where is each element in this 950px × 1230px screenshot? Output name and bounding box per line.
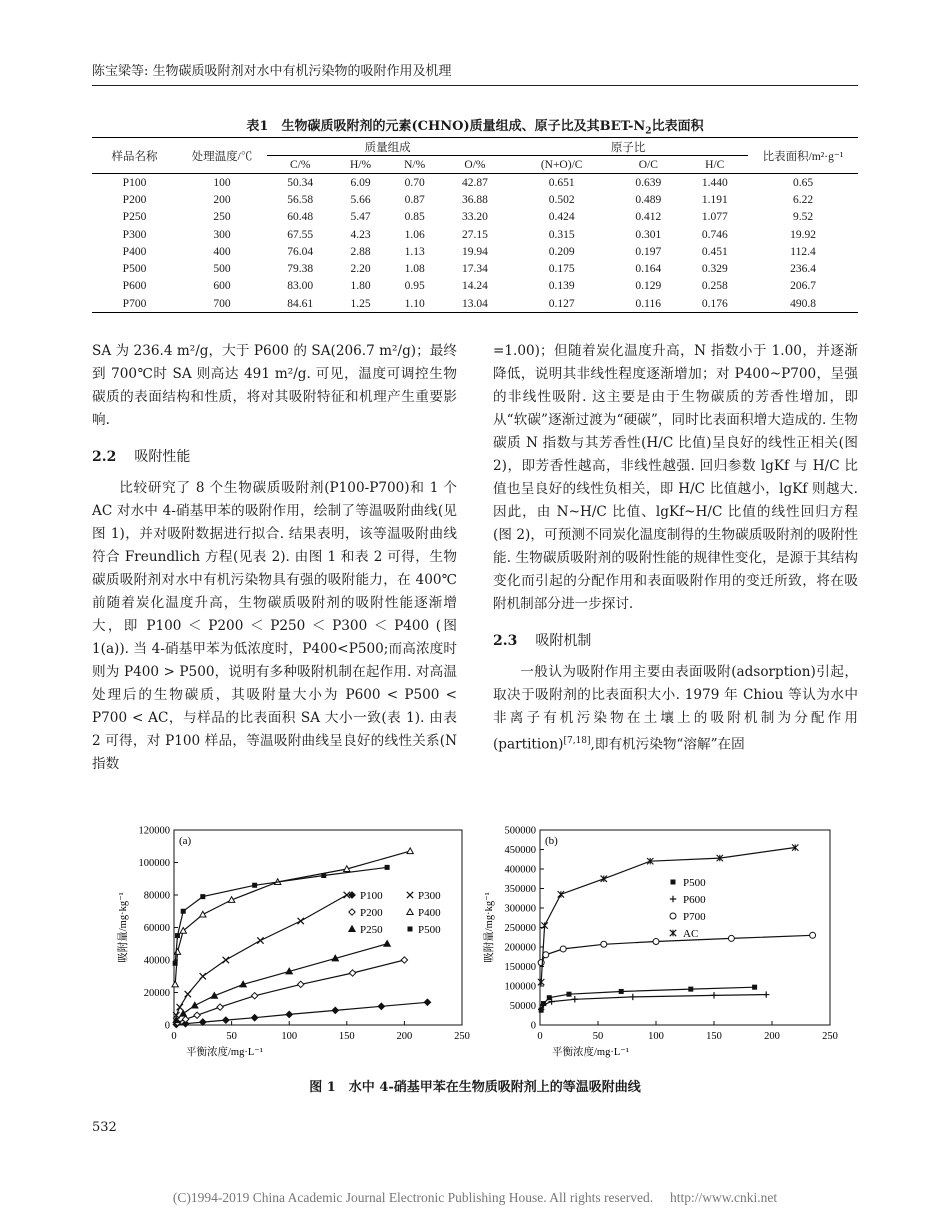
table-cell: 4.23 (350, 228, 371, 241)
table-cell: 0.209 (548, 245, 575, 258)
x-axis-label: 平衡浓度/mg·L⁻¹ (552, 1047, 629, 1058)
y-tick-label: 250000 (504, 923, 536, 934)
table-cell: 1.80 (350, 280, 371, 293)
left-para-2: 比较研究了 8 个生物碳质吸附剂(P100-P700)和 1 个 AC 对水中 4-硝基甲苯的吸附作用，绘制了等温吸附曲线(见图 1)，并对吸附数据进行拟合. 结果表明，该等温吸附曲线符合 Freundlich 方程(见表 2). 由图 1 和表 2 可得，生物碳质吸附剂对水中有机污染物具有强的吸附能力，在 400℃前随着炭化温度升高，生物碳质吸附剂的吸附性能逐渐增大，即 P100 ＜ P200 ＜ P250 ＜ P300 ＜ P400 (图 1(a)). 当 4-硝基甲苯为低浓度时，P400<P500;而高浓度时则为 P400 > P500，说明有多种吸附机制在起作用. 对高温处理后的生物碳质，其吸附量大小为 P600 < P500 < P700 < AC，与样品的比表面积 SA 大小一致(表 1). 由表 2 可得，对 P100 样品，等温吸附曲线呈良好的线性关系(N 指数 (92, 480, 457, 772)
composition-table (92, 137, 858, 313)
x-tick-label: 50 (592, 1031, 604, 1042)
table-cell: P200 (122, 193, 147, 206)
legend-marker-p500 (408, 927, 413, 932)
table-cell: P300 (122, 228, 147, 241)
data-point-p600 (572, 996, 578, 1002)
col-sa: 比表面积/m²·g⁻¹ (762, 150, 844, 163)
right-para-1: =1.00)；但随着炭化温度升高，N 指数小于 1.00，并逐渐降低，说明其非线性程度逐渐增加；对 P400~P700，呈强的非线性吸附. 这主要是由于生物碳质的芳香性增加，即从“软碳”逐渐过渡为“硬碳”，同时比表面积增大造成的. 生物碳质 N 指数与其芳香性(H/C 比值)呈良好的线性正相关(图 2)，即芳香性越高，非线性越强. 回归参数 lgKf 与 H/C 比值也呈良好的线性负相关，即 H/C 比值越小，lgKf 则越大. 因此，由 N~H/C 比值、lgKf~H/C 比值的线性回归方程(图 2)，可预测不同炭化温度制得的生物碳质吸附剂的吸附性能. 生物碳质吸附剂的吸附性能的规律性变化，是源于其结构变化而引起的分配作用和表面吸附作用的变迁所致，将在吸附机制部分进一步探讨. (493, 343, 858, 612)
mass-group-header: 质量组成 (267, 138, 508, 156)
table-cell: 76.04 (287, 245, 314, 258)
data-point-p500 (619, 989, 624, 994)
data-point-p100 (223, 1017, 229, 1023)
data-point-p300 (257, 937, 263, 943)
table-cell: 9.52 (792, 211, 814, 224)
data-point-ac (538, 979, 544, 985)
data-point-p200 (194, 1012, 200, 1018)
table-cell: 1.08 (404, 263, 425, 276)
y-axis-label: 吸附量/mg·kg⁻¹ (484, 892, 495, 963)
x-tick-label: 250 (454, 1031, 470, 1042)
y-tick-label: 60000 (143, 923, 170, 934)
table-cell: 250 (213, 211, 231, 224)
data-point-p400 (174, 949, 180, 955)
x-tick-label: 200 (396, 1031, 413, 1042)
data-point-p700 (653, 939, 659, 945)
table-cell: 0.489 (635, 193, 662, 206)
left-column (92, 340, 457, 776)
table-cell: 236.4 (790, 263, 816, 276)
table-cell: 0.258 (701, 280, 728, 293)
col-c: C/% (289, 158, 311, 171)
y-tick-label: 80000 (143, 890, 170, 902)
figure-caption: 图 1 水中 4-硝基甲苯在生物质吸附剂上的等温吸附曲线 (309, 1080, 641, 1095)
table-cell: 0.164 (635, 263, 662, 276)
data-point-p700 (601, 941, 607, 947)
data-point-p300 (177, 1004, 183, 1010)
data-point-p500 (688, 987, 693, 992)
table-cell: 36.88 (462, 193, 488, 206)
data-point-p100 (251, 1014, 257, 1020)
table-cell: 0.70 (388, 174, 442, 192)
legend-marker-p250 (349, 926, 355, 932)
data-point-p100 (332, 1007, 338, 1013)
x-tick-label: 50 (226, 1031, 237, 1042)
chart-panel-b (482, 826, 838, 1059)
data-point-p500 (173, 961, 178, 966)
table-caption: 表1 生物碳质吸附剂的元素(CHNO)质量组成、原子比及其BET-$N_2$比表面积 (246, 119, 704, 137)
table-cell: 19.94 (462, 245, 488, 258)
section-heading-2-3: 2.3 吸附机制 (493, 633, 592, 649)
table-cell: 490.8 (748, 295, 858, 313)
y-tick-label: 100000 (504, 981, 536, 993)
data-point-p500 (385, 865, 390, 870)
data-point-p200 (349, 970, 355, 976)
table-cell: 0.746 (701, 228, 728, 241)
data-point-p100 (424, 999, 430, 1005)
y-tick-label: 40000 (143, 955, 170, 967)
table-cell: 50.34 (267, 174, 333, 192)
table-cell: 0.301 (635, 228, 662, 241)
table-cell: 400 (213, 245, 231, 258)
y-tick-label: 50000 (509, 1001, 536, 1012)
col-o: O/% (464, 158, 486, 171)
copyright-footer: (C)1994-2019 China Academic Journal Electronic Publishing House. All rights reserved. http://www.cnki.net (172, 1190, 778, 1205)
table-cell: 0.639 (615, 174, 681, 192)
table-cell: 112.4 (790, 245, 816, 258)
data-point-p700 (728, 935, 734, 941)
table-cell: 0.85 (404, 211, 425, 224)
legend-marker-ac (670, 930, 676, 936)
y-tick-label: 300000 (504, 903, 536, 915)
series-line-p700 (541, 935, 812, 962)
data-point-p700 (560, 946, 566, 952)
table-cell: 1.440 (682, 174, 749, 192)
data-point-p500 (321, 873, 326, 878)
page-number: 532 (92, 1120, 117, 1135)
legend-marker-p300 (407, 892, 413, 898)
table-row (92, 243, 858, 260)
x-tick-label: 150 (706, 1031, 722, 1042)
data-point-p100 (200, 1019, 206, 1025)
x-tick-label: 0 (171, 1031, 177, 1042)
data-point-p600 (630, 994, 636, 1000)
table-cell: P250 (122, 211, 147, 224)
table-cell: 0.139 (548, 280, 575, 293)
data-point-p700 (543, 952, 549, 958)
data-point-p200 (251, 993, 257, 999)
table-cell: P400 (122, 245, 147, 258)
legend-label-p200: P200 (360, 907, 383, 919)
y-tick-label: 450000 (504, 845, 536, 856)
col-oc: O/C (638, 158, 658, 171)
series-line-p500 (175, 867, 387, 963)
legend-label-p400: P400 (418, 907, 441, 919)
x-tick-label: 200 (764, 1031, 780, 1042)
series-line-ac (541, 848, 795, 983)
table-cell: 0.424 (548, 211, 575, 224)
col-sample: 样品名称 (111, 150, 158, 163)
y-tick-label: 100000 (138, 858, 170, 869)
data-point-p500 (252, 883, 257, 888)
table-cell: P100 (92, 174, 177, 192)
panel-label: (b) (545, 835, 558, 847)
table-cell: 700 (177, 295, 267, 313)
table-cell: 5.66 (350, 193, 371, 206)
legend-marker-p500 (671, 880, 676, 885)
legend-marker-p700 (670, 913, 676, 919)
table-cell: 83.00 (287, 280, 314, 293)
table-cell: 0.329 (701, 263, 728, 276)
table-cell: 0.412 (635, 211, 662, 224)
table-cell: 200 (213, 193, 231, 206)
y-tick-label: 200000 (504, 942, 536, 954)
table-cell: 0.129 (635, 280, 662, 293)
table-cell: 0.502 (548, 193, 575, 206)
y-tick-label: 20000 (143, 988, 170, 999)
table-cell: 2.88 (350, 245, 371, 258)
panel-label: (a) (179, 835, 192, 847)
table-cell: 42.87 (442, 174, 508, 192)
legend-label-p500: P500 (418, 924, 441, 936)
isotherm-charts (100, 820, 860, 1065)
table-cell: 1.077 (701, 211, 728, 224)
table-cell: 56.58 (287, 193, 314, 206)
table-cell: 1.25 (333, 295, 387, 313)
data-point-p500 (175, 933, 180, 938)
y-tick-label: 350000 (504, 884, 536, 895)
col-hc: H/C (705, 158, 725, 171)
table-cell: P600 (122, 280, 147, 293)
data-point-p200 (401, 957, 407, 963)
data-point-p300 (200, 973, 206, 979)
table-cell: 0.451 (701, 245, 728, 258)
table-cell: 79.38 (287, 263, 314, 276)
table-cell: 0.651 (508, 174, 615, 192)
legend-label-ac: AC (683, 928, 699, 940)
table-cell: 14.24 (462, 280, 488, 293)
data-point-p500 (752, 985, 757, 990)
running-header: 陈宝梁等: 生物碳质吸附剂对水中有机污染物的吸附作用及机理 (92, 60, 858, 86)
data-point-p500 (200, 894, 205, 899)
data-point-p300 (223, 957, 229, 963)
data-point-p200 (182, 1016, 188, 1022)
right-column (493, 340, 858, 757)
data-point-p600 (711, 992, 717, 998)
chart-panel-a (116, 826, 470, 1059)
table-cell: 1.13 (404, 245, 425, 258)
table-cell: 5.47 (350, 211, 371, 224)
legend-label-p100: P100 (360, 890, 383, 902)
table-cell: 0.65 (748, 174, 858, 192)
data-point-p300 (298, 918, 304, 924)
y-axis-label: 吸附量/mg·kg⁻¹ (118, 892, 129, 963)
col-temp: 处理温度/℃ (191, 150, 253, 163)
table-cell: 0.127 (508, 295, 615, 313)
table-cell: 0.197 (635, 245, 662, 258)
legend-marker-p200 (349, 909, 355, 915)
data-point-p300 (185, 991, 191, 997)
legend-label-p600: P600 (683, 894, 706, 906)
table-cell: 0.315 (548, 228, 575, 241)
table-cell: 33.20 (462, 211, 488, 224)
data-point-p250 (192, 1002, 198, 1008)
table-cell: 6.09 (333, 174, 387, 192)
table-cell: 60.48 (287, 211, 314, 224)
atomic-group-header: 原子比 (508, 138, 748, 156)
data-point-p600 (763, 991, 769, 997)
data-point-ac (558, 891, 564, 897)
table-cell: 0.116 (615, 295, 681, 313)
data-point-p200 (298, 981, 304, 987)
table-row (92, 174, 858, 192)
x-tick-label: 100 (648, 1031, 664, 1042)
data-point-p400 (407, 848, 413, 854)
table-row (92, 295, 858, 313)
table-row (92, 226, 858, 243)
data-point-p200 (217, 1004, 223, 1010)
table-cell: 0.176 (682, 295, 749, 313)
data-point-p100 (378, 1003, 384, 1009)
table-cell: 0.95 (404, 280, 425, 293)
data-point-p700 (810, 932, 816, 938)
table-row (92, 209, 858, 226)
data-point-p100 (286, 1011, 292, 1017)
table-row (92, 260, 858, 277)
table-row (92, 191, 858, 208)
x-tick-label: 100 (281, 1031, 298, 1042)
col-noc: (N+O)/C (540, 158, 583, 171)
table-cell: 1.191 (701, 193, 728, 206)
table-cell: 19.92 (790, 228, 816, 241)
y-tick-label: 150000 (504, 962, 536, 973)
data-point-ac (541, 922, 547, 928)
figure-1 (100, 820, 860, 1065)
table-cell: 84.61 (267, 295, 333, 313)
table-cell: 17.34 (462, 263, 488, 276)
y-tick-label: 120000 (138, 825, 170, 837)
legend-label-p250: P250 (360, 924, 383, 936)
table-cell: 0.87 (404, 193, 425, 206)
x-tick-label: 150 (338, 1031, 355, 1042)
x-tick-label: 250 (822, 1031, 838, 1042)
series-line-p100 (176, 1002, 427, 1024)
section-heading-2-2: 2.2 吸附性能 (92, 449, 191, 465)
left-para-1: SA 为 236.4 m²/g，大于 P600 的 SA(206.7 m²/g)；最终到 700℃时 SA 则高达 491 m²/g. 可见，温度可调控生物碳质的表面结构和性质，将对其吸附特征和机理产生重要影响. (92, 343, 457, 428)
data-point-p400 (200, 911, 206, 917)
data-point-p500 (567, 992, 572, 997)
table-cell: 1.10 (388, 295, 442, 313)
table-cell: 500 (213, 263, 231, 276)
data-point-p250 (384, 941, 390, 947)
y-tick-label: 0 (164, 1020, 170, 1032)
x-tick-label: 0 (537, 1031, 543, 1042)
table-cell: 206.7 (790, 280, 816, 293)
table-cell: 27.15 (462, 228, 488, 241)
table-cell: 100 (177, 174, 267, 192)
legend-marker-p400 (407, 909, 413, 915)
col-n: N/% (404, 158, 426, 171)
table-cell: 300 (213, 228, 231, 241)
table-row (92, 278, 858, 295)
legend-label-p500: P500 (683, 877, 706, 889)
table-cell: 13.04 (442, 295, 508, 313)
data-point-p700 (538, 960, 544, 966)
right-para-2: 一般认为吸附作用主要由表面吸附(adsorption)引起，取决于吸附剂的比表面积大小. 1979 年 Chiou 等认为水中非离子有机污染物在土壤上的吸附机制为分配作用(partition)[7,18],即有机污染物“溶解”在固 (493, 664, 858, 753)
x-axis-label: 平衡浓度/mg·L⁻¹ (186, 1047, 263, 1058)
data-point-ac (601, 876, 607, 882)
data-point-p400 (172, 981, 178, 987)
data-point-p500 (181, 909, 186, 914)
legend-marker-p600 (670, 896, 676, 902)
table-cell: 600 (213, 280, 231, 293)
legend-label-p300: P300 (418, 890, 441, 902)
col-h: H/% (349, 158, 372, 171)
table-cell: P500 (122, 263, 147, 276)
y-tick-label: 0 (530, 1020, 536, 1032)
table-cell: P700 (92, 295, 177, 313)
table-cell: 2.20 (350, 263, 371, 276)
table-cell: 6.22 (792, 193, 814, 206)
table-cell: 67.55 (287, 228, 314, 241)
table-cell: 1.06 (404, 228, 425, 241)
table-cell: 0.175 (548, 263, 575, 276)
legend-label-p700: P700 (683, 911, 706, 923)
y-tick-label: 500000 (504, 825, 536, 837)
y-tick-label: 400000 (504, 864, 536, 876)
